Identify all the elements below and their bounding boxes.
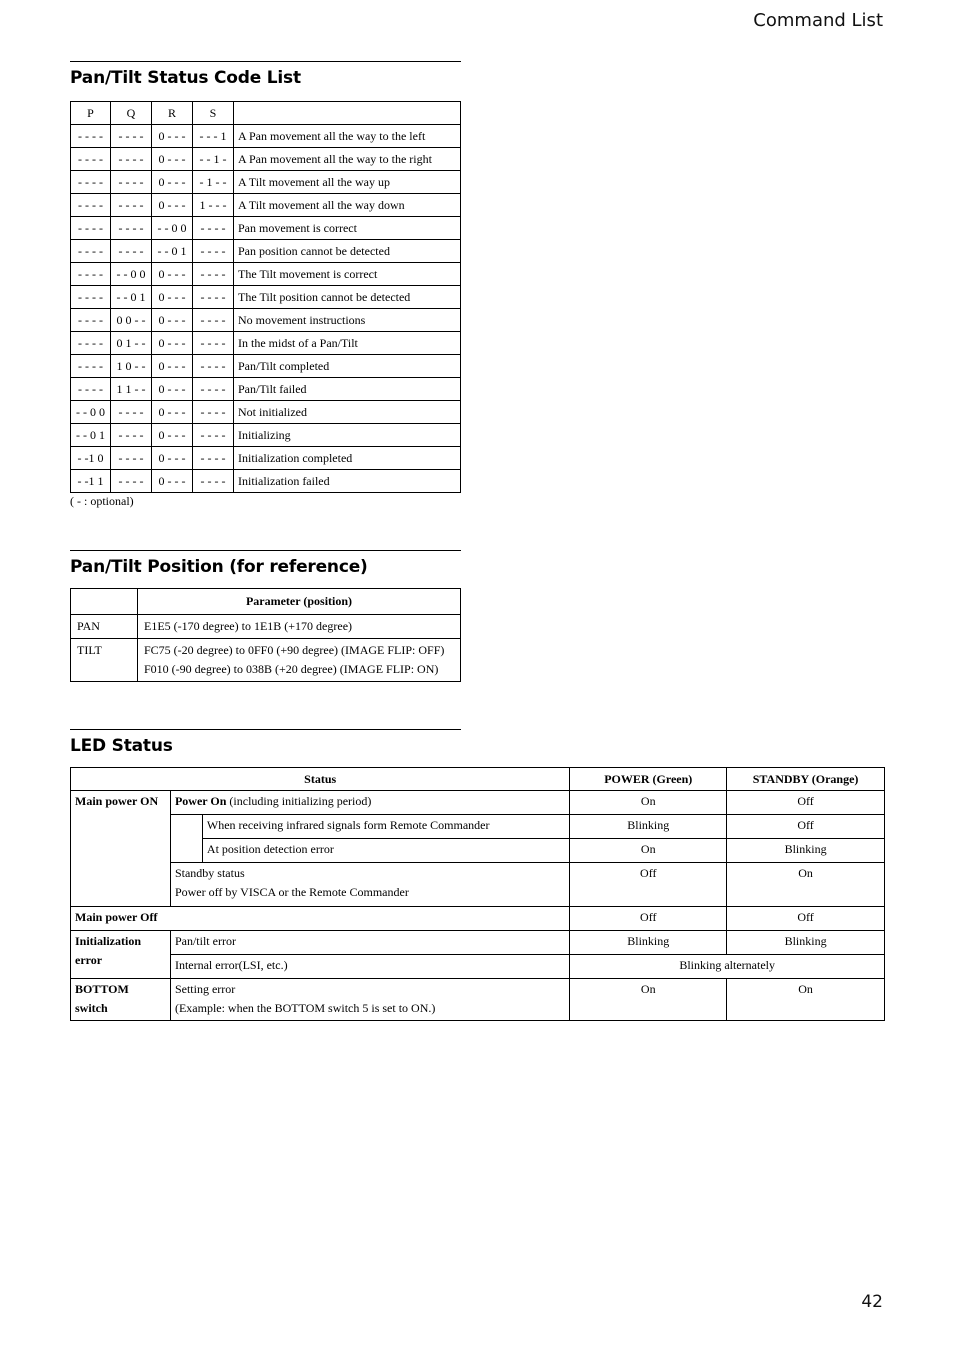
status-description: The Tilt movement is correct [234, 263, 461, 286]
status-code-q: - - - - [111, 125, 152, 148]
column-header: R [152, 102, 193, 125]
status-code-p: - - - - [71, 194, 111, 217]
bottom-switch-line1: BOTTOM [75, 982, 129, 996]
status-code-s: - - - - [193, 447, 234, 470]
main-power-off-label: Main power Off [71, 907, 570, 931]
status-code-section [70, 61, 461, 508]
tilt-range-flip-off: FC75 (-20 degree) to 0FF0 (+90 degree) (IMAGE FLIP: OFF) [144, 643, 445, 657]
ir-receiving-label: When receiving infrared signals form Remote Commander [202, 815, 569, 839]
pan-label: PAN [71, 615, 138, 639]
status-code-q: - - - - [111, 148, 152, 171]
status-code-q: 1 0 - - [111, 355, 152, 378]
standby-header: STANDBY (Orange) [727, 768, 885, 791]
table-row [71, 148, 461, 171]
table-row [71, 194, 461, 217]
status-code-s: - - - - [193, 286, 234, 309]
table-header-row [71, 768, 885, 791]
table-row [71, 355, 461, 378]
indent-cell [170, 815, 202, 863]
status-description: Initialization failed [234, 470, 461, 493]
status-code-p: - - - - [71, 263, 111, 286]
tilt-range [138, 639, 461, 682]
power-on-bold: Power On [174, 794, 227, 808]
status-code-r: 0 - - - [152, 263, 193, 286]
pan-range: E1E5 (-170 degree) to 1E1B (+170 degree) [138, 615, 461, 639]
status-description: Pan movement is correct [234, 217, 461, 240]
status-code-s: - 1 - - [193, 171, 234, 194]
status-description: Not initialized [234, 401, 461, 424]
status-code-p: - - - - [71, 332, 111, 355]
standby-led: Off [727, 791, 885, 815]
status-code-r: 0 - - - [152, 125, 193, 148]
status-code-s: - - - - [193, 470, 234, 493]
status-code-r: 0 - - - [152, 401, 193, 424]
header-title: Command List [753, 10, 883, 31]
status-code-s: - - - - [193, 217, 234, 240]
status-code-q: - - 0 0 [111, 263, 152, 286]
status-code-q: - - - - [111, 470, 152, 493]
table-row [71, 931, 885, 955]
status-code-r: 0 - - - [152, 355, 193, 378]
status-code-p: - - - - [71, 355, 111, 378]
status-code-p: - - - - [71, 125, 111, 148]
table-row [71, 217, 461, 240]
status-code-p: - - - - [71, 240, 111, 263]
table-row [71, 639, 461, 682]
table-row [71, 615, 461, 639]
table-row [71, 309, 461, 332]
status-description: Initialization completed [234, 447, 461, 470]
status-code-q: - - - - [111, 194, 152, 217]
column-header: P [71, 102, 111, 125]
setting-error-line1: Setting error [174, 982, 236, 996]
page-number: 42 [861, 1292, 883, 1312]
table-row [71, 171, 461, 194]
led-section [70, 729, 859, 1015]
table-row [71, 955, 885, 979]
table-row [71, 401, 461, 424]
status-code-p: - - 0 0 [71, 401, 111, 424]
status-description: Initializing [234, 424, 461, 447]
status-code-q: - - - - [111, 447, 152, 470]
status-code-q: - - - - [111, 217, 152, 240]
status-code-q: 0 1 - - [111, 332, 152, 355]
status-header: Status [71, 768, 570, 791]
position-table [70, 588, 461, 682]
status-code-p: - - - - [71, 309, 111, 332]
status-code-s: - - - - [193, 378, 234, 401]
section-rule [70, 61, 461, 62]
power-header: POWER (Green) [570, 768, 727, 791]
power-on-cell [170, 791, 569, 815]
main-power-on-label: Main power ON [71, 791, 171, 907]
column-header: Q [111, 102, 152, 125]
status-description: A Tilt movement all the way up [234, 171, 461, 194]
power-on-rest: (including initializing period) [226, 794, 372, 808]
bottom-switch-label [71, 979, 171, 1021]
table-header-row [71, 589, 461, 615]
table-row [71, 791, 885, 815]
led-heading: LED Status [70, 736, 173, 756]
table-row [71, 125, 461, 148]
led-status-table [70, 767, 885, 1021]
status-footnote: ( - : optional) [70, 494, 134, 508]
status-code-p: - - 0 1 [71, 424, 111, 447]
tilt-range-flip-on: F010 (-90 degree) to 038B (+20 degree) (IMAGE FLIP: ON) [144, 662, 439, 676]
table-row [71, 907, 885, 931]
status-code-s: - - - - [193, 240, 234, 263]
status-code-q: - - - - [111, 240, 152, 263]
table-row [71, 286, 461, 309]
status-code-s: - - - 1 [193, 125, 234, 148]
power-led: Off [570, 907, 727, 931]
status-code-p: - - - - [71, 286, 111, 309]
init-error-label [71, 931, 171, 979]
table-row [71, 979, 885, 1021]
status-code-p: - -1 1 [71, 470, 111, 493]
standby-led: Off [727, 907, 885, 931]
column-header [234, 102, 461, 125]
table-row [71, 424, 461, 447]
position-section [70, 550, 461, 676]
status-code-q: 1 1 - - [111, 378, 152, 401]
status-code-r: 0 - - - [152, 424, 193, 447]
status-code-table [70, 101, 461, 493]
table-header-row [71, 102, 461, 125]
standby-status-line2: Power off by VISCA or the Remote Commander [174, 885, 409, 899]
power-led: Off [570, 863, 727, 907]
status-code-r: 0 - - - [152, 332, 193, 355]
status-code-s: 1 - - - [193, 194, 234, 217]
status-code-r: 0 - - - [152, 148, 193, 171]
power-led: On [570, 839, 727, 863]
status-code-q: - - - - [111, 401, 152, 424]
standby-led: Blinking [727, 839, 885, 863]
standby-led: Off [727, 815, 885, 839]
status-code-s: - - - - [193, 309, 234, 332]
status-code-p: - -1 0 [71, 447, 111, 470]
status-code-r: 0 - - - [152, 194, 193, 217]
status-code-heading: Pan/Tilt Status Code List [70, 68, 301, 88]
status-description: A Pan movement all the way to the left [234, 125, 461, 148]
status-description: Pan/Tilt completed [234, 355, 461, 378]
status-description: Pan position cannot be detected [234, 240, 461, 263]
table-row [71, 470, 461, 493]
status-code-s: - - - - [193, 355, 234, 378]
init-error-line2: error [75, 953, 103, 967]
table-row [71, 863, 885, 907]
status-description: A Tilt movement all the way down [234, 194, 461, 217]
standby-status-cell [170, 863, 569, 907]
standby-led: On [727, 979, 885, 1021]
table-row [71, 378, 461, 401]
section-rule [70, 550, 461, 551]
status-code-s: - - - - [193, 332, 234, 355]
internal-error-label: Internal error(LSI, etc.) [170, 955, 569, 979]
power-led: On [570, 791, 727, 815]
setting-error-cell [170, 979, 569, 1021]
status-code-s: - - - - [193, 424, 234, 447]
status-code-p: - - - - [71, 148, 111, 171]
internal-error-led: Blinking alternately [570, 955, 885, 979]
position-heading: Pan/Tilt Position (for reference) [70, 557, 368, 577]
status-description: A Pan movement all the way to the right [234, 148, 461, 171]
pan-tilt-error-label: Pan/tilt error [170, 931, 569, 955]
status-code-s: - - - - [193, 263, 234, 286]
status-code-q: - - - - [111, 424, 152, 447]
status-code-p: - - - - [71, 217, 111, 240]
status-code-r: 0 - - - [152, 447, 193, 470]
status-code-r: 0 - - - [152, 286, 193, 309]
status-code-r: - - 0 0 [152, 217, 193, 240]
status-code-s: - - 1 - [193, 148, 234, 171]
status-code-p: - - - - [71, 171, 111, 194]
parameter-header: Parameter (position) [138, 589, 461, 615]
column-header: S [193, 102, 234, 125]
tilt-label: TILT [71, 639, 138, 682]
standby-led: Blinking [727, 931, 885, 955]
table-row [71, 332, 461, 355]
status-code-r: 0 - - - [152, 470, 193, 493]
status-description: The Tilt position cannot be detected [234, 286, 461, 309]
status-code-p: - - - - [71, 378, 111, 401]
section-rule [70, 729, 461, 730]
status-code-r: 0 - - - [152, 171, 193, 194]
table-row [71, 263, 461, 286]
power-led: Blinking [570, 815, 727, 839]
status-code-r: - - 0 1 [152, 240, 193, 263]
table-row [71, 815, 885, 839]
bottom-switch-line2: switch [75, 1001, 108, 1015]
table-row [71, 240, 461, 263]
status-description: In the midst of a Pan/Tilt [234, 332, 461, 355]
standby-status-line1: Standby status [174, 866, 245, 880]
empty-header-cell [71, 589, 138, 615]
status-description: No movement instructions [234, 309, 461, 332]
init-error-line1: Initialization [75, 934, 142, 948]
status-code-q: - - - - [111, 171, 152, 194]
setting-error-line2: (Example: when the BOTTOM switch 5 is set to ON.) [174, 1001, 436, 1015]
status-code-q: - - 0 1 [111, 286, 152, 309]
status-code-r: 0 - - - [152, 309, 193, 332]
position-error-label: At position detection error [202, 839, 569, 863]
table-row [71, 447, 461, 470]
status-description: Pan/Tilt failed [234, 378, 461, 401]
status-code-r: 0 - - - [152, 378, 193, 401]
status-code-q: 0 0 - - [111, 309, 152, 332]
standby-led: On [727, 863, 885, 907]
status-code-s: - - - - [193, 401, 234, 424]
power-led: On [570, 979, 727, 1021]
power-led: Blinking [570, 931, 727, 955]
